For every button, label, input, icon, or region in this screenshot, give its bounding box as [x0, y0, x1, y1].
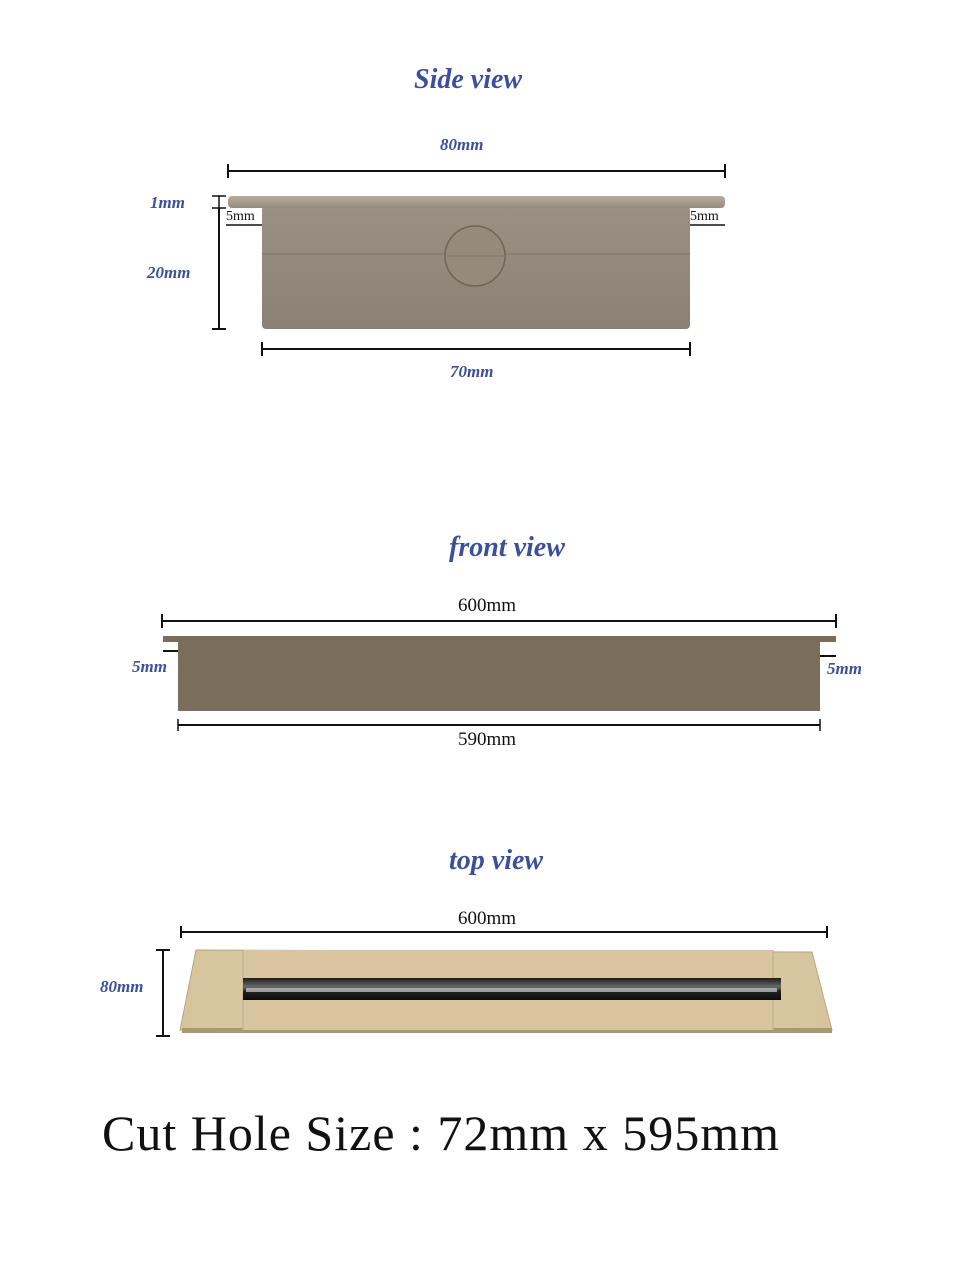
- top-view-height-label: 80mm: [100, 977, 144, 996]
- side-view-height-dimension: [212, 208, 226, 329]
- front-view-title: front view: [449, 532, 565, 563]
- side-view-object: [228, 196, 725, 329]
- top-view-title: top view: [449, 845, 544, 876]
- front-view-bottom-label: 590mm: [458, 729, 517, 750]
- side-view-left-inset-label: 5mm: [226, 209, 255, 224]
- cut-hole-size-caption: Cut Hole Size : 72mm x 595mm: [102, 1105, 780, 1161]
- front-view-left-label: 5mm: [132, 657, 167, 676]
- side-view-dim-top-label: 80mm: [440, 135, 484, 154]
- side-view-top-dimension: [228, 164, 725, 178]
- front-view-right-label: 5mm: [827, 659, 862, 678]
- front-view-object: [163, 636, 836, 711]
- top-view-object: [180, 950, 832, 1033]
- front-view-top-label: 600mm: [458, 595, 517, 616]
- top-view-height-dimension: [156, 950, 170, 1036]
- side-view-bottom-dimension: [262, 342, 690, 356]
- side-view-title: Side view: [414, 64, 523, 95]
- side-view-bottom-label: 70mm: [450, 362, 494, 381]
- side-view-height-label: 20mm: [147, 263, 191, 282]
- side-view-flange-label: 1mm: [150, 193, 185, 212]
- side-view-right-inset-label: 5mm: [690, 209, 719, 224]
- top-view-width-label: 600mm: [458, 908, 517, 929]
- side-view-flange-dimension: [212, 196, 226, 208]
